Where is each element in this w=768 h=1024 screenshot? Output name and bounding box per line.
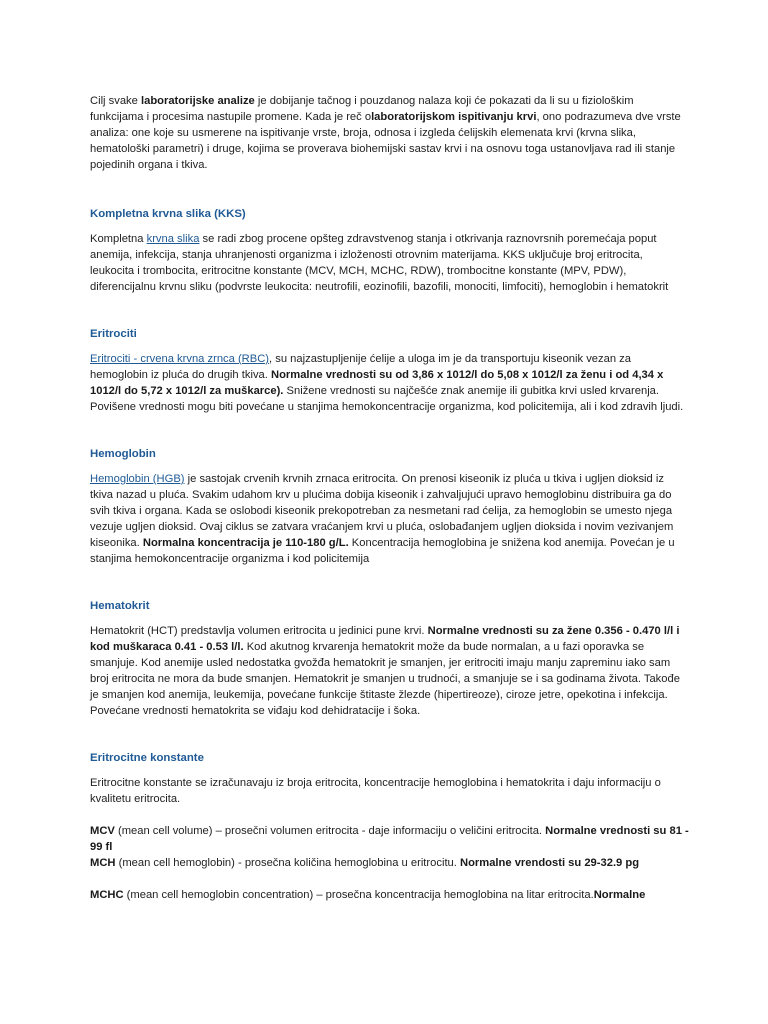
eritrociti-paragraph — [90, 351, 690, 415]
hematokrit-text-1: Hematokrit (HCT) predstavlja volumen eritrocita u jedinici pune krvi. — [90, 625, 428, 637]
hematokrit-text-2: Kod akutnog krvarenja hematokrit može da bude normalan, a u fazi oporavka se smanjuje. Kod anemije usled nedostatka gvožđa hematokrit je smanjen, jer eritrociti imaju manju zapreminu iako sam broj eritrocita ne mora da bude smanjen. Hematokrit je smanjen u trudnoći, a smanjuje se i sa godinama života. Takođe je smanjen kod anemija, leukemija, povećane funkcije štitaste žlezde (hipertireoze), ciroze jetre, opekotina i infekcija. Povećane vrednosti hematokrita se viđaju kod dehidratacije i šoka. — [90, 641, 680, 717]
mch-label: MCH — [90, 857, 116, 869]
document-page — [90, 93, 690, 903]
mcv-text: (mean cell volume) – prosečni volumen eritrocita - daje informaciju o veličini eritrocita. — [114, 825, 546, 837]
kks-paragraph — [90, 231, 690, 295]
mchc-normal-values: Normalne — [593, 889, 646, 901]
mcv-label: MCV — [90, 825, 115, 837]
mch-normal-values: Normalne vrendosti su 29-32.9 pg — [460, 857, 640, 869]
intro-paragraph — [90, 93, 690, 173]
intro-section — [90, 93, 690, 173]
hemoglobin-link[interactable]: Hemoglobin (HGB) — [90, 473, 185, 485]
kks-heading: Kompletna krvna slika (KKS) — [90, 208, 246, 220]
intro-bold-2: laboratorijskom ispitivanju krvi — [371, 111, 537, 123]
mchc-label: MCHC — [90, 889, 124, 901]
hemoglobin-normal-values: Normalna koncentracija je 110-180 g/L. — [142, 537, 349, 549]
mcv-normal-values: Normalne vrednosti su 81 - 99 fl — [90, 825, 689, 853]
eritrociti-link[interactable]: Eritrociti - crvena krvna zrnca (RBC) — [90, 353, 270, 365]
intro-text-1: Cilj svake — [90, 95, 141, 107]
hematokrit-normal-values: Normalne vrednosti su za žene 0.356 - 0.470 l/l i kod muškaraca 0.41 - 0.53 l/l. — [90, 625, 680, 653]
mchc-paragraph — [90, 887, 690, 903]
konstante-intro: Eritrocitne konstante se izračunavaju iz broja eritrocita, koncentracije hemoglobina i hematokrita i daju informaciju o kvalitetu eritrocita. — [90, 777, 661, 805]
mch-paragraph — [90, 855, 690, 871]
intro-text-2: je dobijanje tačnog i pouzdanog nalaza koji će pokazati da li su u fiziološkim funkcijama i procesima nastupile promene. Kada je reč o — [90, 95, 634, 123]
hematokrit-paragraph — [90, 623, 690, 719]
hemoglobin-text-1: je sastojak crvenih krvnih zrnaca eritrocita. On prenosi kiseonik iz pluća u tkiva i ugljen dioksid iz tkiva nazad u pluća. Svakim udahom krv u plućima dobija kiseonik i zahvaljujući upravo hemoglobinu distribuira ga do svih tkiva i organa. Kada se oslobodi kiseonik prekopotreban za nesmetani rad ćelija, za hemoglobin se umesto njega vezuje ugljen dioksid. Ovaj ciklus se zatvara vraćanjem krvi u pluća, oslobađanjem ugljen dioksida i novim vezivanjem kiseonika. — [90, 473, 674, 549]
spacer — [90, 807, 690, 823]
intro-text-3: , ono podrazumeva dve vrste analiza: one koje su usmerene na ispitivanje vrste, broja, odnosa i izgleda ćelijskih elemenata krvi (krvna slika, hematološki parametri) i druge, kojima se proverava biohemijski sastav krvi i na osnovu toga ustanovljava rad ili stanje pojedinih organa i tkiva. — [90, 111, 681, 171]
intro-bold-1: laboratorijske analize — [140, 95, 255, 107]
hemoglobin-heading: Hemoglobin — [90, 448, 156, 460]
hematokrit-section — [90, 598, 690, 719]
eritrociti-text-2: Snižene vrednosti su najčešće znak anemije ili gubitka krvi usled krvarenja. Povišene vrednosti mogu biti povećane u stanjima hemokoncentracije organizma, kod policitemija, ali i kod zdravih ljudi. — [90, 385, 684, 413]
mch-text: (mean cell hemoglobin) - prosečna količina hemoglobina u eritrocitu. — [115, 857, 460, 869]
eritrociti-section — [90, 326, 690, 415]
eritrociti-text-1: , su najzastupljenije ćelije a uloga im je da transportuju kiseonik vezan za hemoglobin iz pluća do drugih tkiva. — [90, 353, 631, 381]
hematokrit-heading: Hematokrit — [90, 600, 150, 612]
mchc-text: (mean cell hemoglobin concentration) – prosečna koncentracija hemoglobina na litar eritrocita. — [123, 889, 594, 901]
kks-text-2: se radi zbog procene opšteg zdravstvenog stanja i otkrivanja raznovrsnih poremećaja poput anemija, infekcija, stanja uhranjenosti organizma i izloženosti otrovnim materijama. KKS uključuje broj eritrocita, leukocita i trombocita, eritrocitne konstante (MCV, MCH, MCHC, RDW), trombocitne konstante (MPV, PDW), diferencijalnu krvnu sliku (podvrste leukocita: neutrofili, eozinofili, bazofili, monociti, limfociti), hemoglobin i hematokrit — [90, 233, 669, 293]
krvna-slika-link[interactable]: krvna slika — [146, 233, 200, 245]
eritrociti-heading: Eritrociti — [90, 328, 137, 340]
hemoglobin-section — [90, 446, 690, 567]
hemoglobin-text-2: Koncentracija hemoglobina je snižena kod anemija. Povećan je u stanjima hemokoncentracije organizma i kod policitemija — [90, 537, 675, 565]
konstante-section — [90, 750, 690, 903]
mcv-paragraph — [90, 823, 690, 855]
eritrociti-normal-values: Normalne vrednosti su od 3,86 x 1012/l do 5,08 x 1012/l za ženu i od 4,34 x 1012/l do 5,72 x 1012/l za muškarce). — [90, 369, 664, 397]
hemoglobin-paragraph — [90, 471, 690, 567]
kks-section — [90, 206, 690, 295]
spacer — [90, 871, 690, 887]
konstante-heading: Eritrocitne konstante — [90, 752, 204, 764]
kks-text-1: Kompletna — [90, 233, 147, 245]
